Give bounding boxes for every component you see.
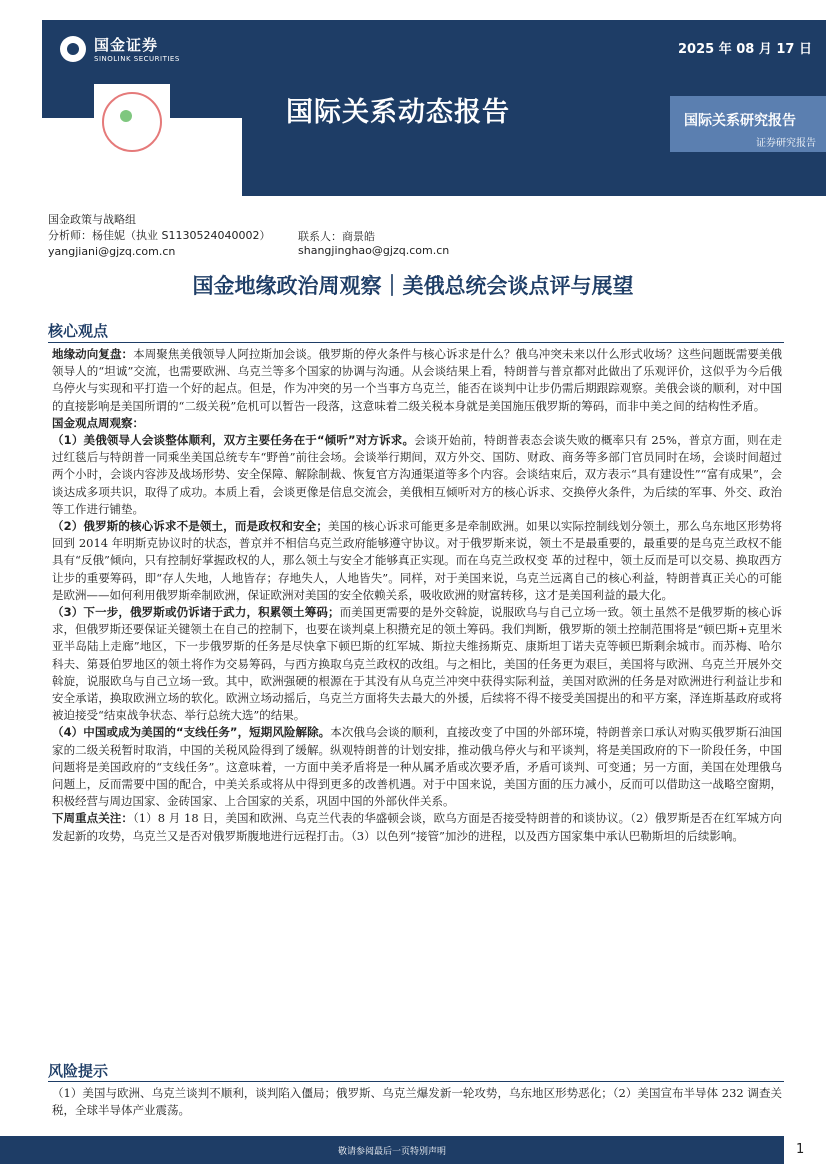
paragraph-point-1 <box>52 432 782 518</box>
report-title: 国金地缘政治周观察｜美俄总统会谈点评与展望 <box>192 274 634 298</box>
text-review: 本周聚焦美俄领导人阿拉斯加会谈。俄罗斯的停火条件与核心诉求是什么？俄乌冲突未来以什么形式收场？这些问题既需要美俄领导人的“坦诚”交流，也需要欧洲、乌克兰等多个国家的协调与沟通。从会谈结果上看，特朗普与普京都对此做出了乐观评价，这似乎为今后俄乌停火与实现和平打造一个好的起点。但是，作为冲突的另一个当事方乌克兰，能否在谈判中让步仍需后期跟踪观察。美俄会谈的顺利，对中国的直接影响是美国所谓的“二级关税”危机可以暂告一段落，这意味着二级关税本身就是美国施压俄罗斯的筹码，而非中美之间的结构性矛盾。 <box>52 347 782 413</box>
paragraph-review <box>52 346 782 415</box>
section-divider <box>48 342 784 343</box>
analyst-email[interactable]: yangjiani@gjzq.com.cn <box>48 245 176 258</box>
author-block <box>48 212 270 260</box>
paragraph-next-week <box>52 810 782 844</box>
analyst-line: 分析师：杨佳妮（执业 S1130524040002） <box>48 229 271 242</box>
qr-seal-icon <box>94 84 170 160</box>
page-number: 1 <box>796 1142 805 1157</box>
report-type: 证券研究报告 <box>756 138 816 149</box>
paragraph-point-3 <box>52 604 782 724</box>
logo-name: 国金证券 <box>94 36 159 54</box>
lead-review: 地缘动向复盘： <box>52 347 134 361</box>
seal-ring <box>102 92 162 152</box>
contact-name: 联系人：商景皓 <box>298 230 375 243</box>
risk-body <box>52 1085 782 1119</box>
company-logo <box>60 34 180 63</box>
core-body <box>52 346 782 845</box>
text-point-2: 美国的核心诉求可能更多是牵制欧洲。如果以实际控制线划分领土，那么乌东地区形势将回到 2014 年明斯克协议时的状态，普京并不相信乌克兰政府能够遵守协议。对于俄罗斯来说，领土不是最重要的，最重要的是乌克兰政权不能具有“反俄”倾向，只有控制好掌握政权的人，那么领土与安全才能够真正实现。而在乌克兰政权变 革的过程中，领土反而是可以交易、换取西方让步的重要筹码，即“存人失地，人地皆存；存地失人，人地皆失”。同样，对于美国来说，乌克兰远离自己的核心利益，特朗普真正关心的可能是欧洲——如何利用俄罗斯牵制欧洲，保证欧洲对美国的安全依赖关系，吸收欧洲的财富转移，这才是美国利益的最大化。 <box>52 519 783 602</box>
logo-icon <box>60 36 86 62</box>
text-point-1: 会谈开始前，特朗普表态会谈失败的概率只有 25%，普京方面，则在走过红毯后与特朗普一同乘坐美国总统专车“野兽”前往会场。会谈举行期间，双方外交、国防、财政、商务等多部门官员同时在场，会谈时间超过两个小时，会谈内容涉及战场形势、安全保障、解除制裁、恢复官方沟通渠道等多个内容。会谈结束后，双方表示“具有建设性”“富有成果”，会谈达成多项共识，取得了成功。本质上看，会谈更像是信息交流会，美俄相互倾听对方的核心诉求、交换停火条件，为后续的军事、外交、政治等工作进行铺垫。 <box>52 433 782 516</box>
risk-text: （1）美国与欧洲、乌克兰谈判不顺利，谈判陷入僵局；俄罗斯、乌克兰爆发新一轮攻势，乌东地区形势恶化；（2）美国宣布半导体 232 调查关税，全球半导体产业震荡。 <box>52 1086 782 1118</box>
report-series: 国际关系研究报告 <box>684 113 796 129</box>
lead-point-2: （2）俄罗斯的核心诉求不是领土，而是政权和安全； <box>52 519 328 534</box>
lead-point-1: （1）美俄领导人会谈整体顺利，双方主要任务在于“倾听”对方诉求。 <box>52 433 415 448</box>
views-heading: 国金观点周观察： <box>52 415 144 430</box>
paragraph-point-2 <box>52 518 782 604</box>
report-date: 2025 年 08 月 17 日 <box>678 42 812 57</box>
text-point-3: 而美国更需要的是外交斡旋，说服欧乌与自己立场一致。领土虽然不是俄罗斯的核心诉求，但俄罗斯还要保证关键领土在自己的控制下，也要在谈判桌上积攒充足的领土筹码。我们判断，俄罗斯的领土控制范围将是“顿巴斯+克里米亚半岛陆上走廊”地区，下一步俄罗斯的任务是尽快拿下顿巴斯的红军城、斯拉夫维扬斯克、康斯坦丁诺夫克等顿巴斯剩余城市。而苏梅、哈尔科夫、第聂伯罗地区的领土将作为交易筹码，与西方换取乌克兰政权的改组。与之相比，美国的任务更为艰巨，美国将与欧洲、乌克兰开展外交斡旋，说服欧乌与自己立场一致。其中，欧洲强硬的根源在于其没有从乌克兰冲突中获得实际利益，美国对欧洲的任务是对欧洲进行利益让步和安全承诺，换取欧洲立场的软化。欧洲立场动摇后，乌克兰方面将失去最大的外援，后续将不得不接受美国提出的和平方案，泽连斯基政府或将被迫接受“结束战争状态、举行总统大选”的结果。 <box>52 605 782 723</box>
lead-next-week: 下周重点关注： <box>52 811 133 826</box>
risk-section-heading: 风险提示 <box>48 1062 109 1080</box>
section-divider <box>48 1081 784 1082</box>
disclaimer-note: 敬请参阅最后一页特别声明 <box>337 1147 446 1157</box>
paragraph-point-4 <box>52 724 782 810</box>
contact-email[interactable]: shangjinghao@gjzq.com.cn <box>298 244 450 257</box>
report-category-title: 国际关系动态报告 <box>286 97 510 128</box>
team-name: 国金政策与战略组 <box>48 213 136 226</box>
lead-point-3: （3）下一步，俄罗斯或仍诉诸于武力，积累领土筹码； <box>52 605 340 620</box>
core-section-heading: 核心观点 <box>48 322 109 340</box>
seal-center <box>120 110 132 122</box>
text-point-4: 本次俄乌会谈的顺利，直接改变了中国的外部环境，特朗普亲口承认对购买俄罗斯石油国家的二级关税暂时取消，中国的关税风险得到了缓解。纵观特朗普的计划安排，推动俄乌停火与和平谈判，将是美国政府的下一阶段任务，中国问题将是美国政府的“支线任务”。这意味着，一方面中美矛盾将是一种从属矛盾或次要矛盾，矛盾可谈判、可变通；另一方面，美国在处理俄乌问题上，反而需要中国的配合，中美关系或将从中得到更多的改善机遇。对于中国来说，美国方面的压力减小，反而可以借助这一战略空窗期，积极经营与周边国家、金砖国家、上合国家的关系，巩固中国的外部伙伴关系。 <box>52 725 782 809</box>
logo-name-en: SINOLINK SECURITIES <box>94 55 180 63</box>
page-header <box>0 0 826 210</box>
text-next-week: （1）8 月 18 日，美国和欧洲、乌克兰代表的华盛顿会谈，欧乌方面是否接受特朗普的和谈协议。（2）俄罗斯是否在红军城方向发起新的攻势，乌克兰又是否对俄罗斯腹地进行远程打击。（3）以色列“接管”加沙的进程，以及西方国家集中承认巴勒斯坦的后续影响。 <box>52 811 783 843</box>
lead-point-4: （4）中国或成为美国的“支线任务”，短期风险解除。 <box>52 725 331 740</box>
